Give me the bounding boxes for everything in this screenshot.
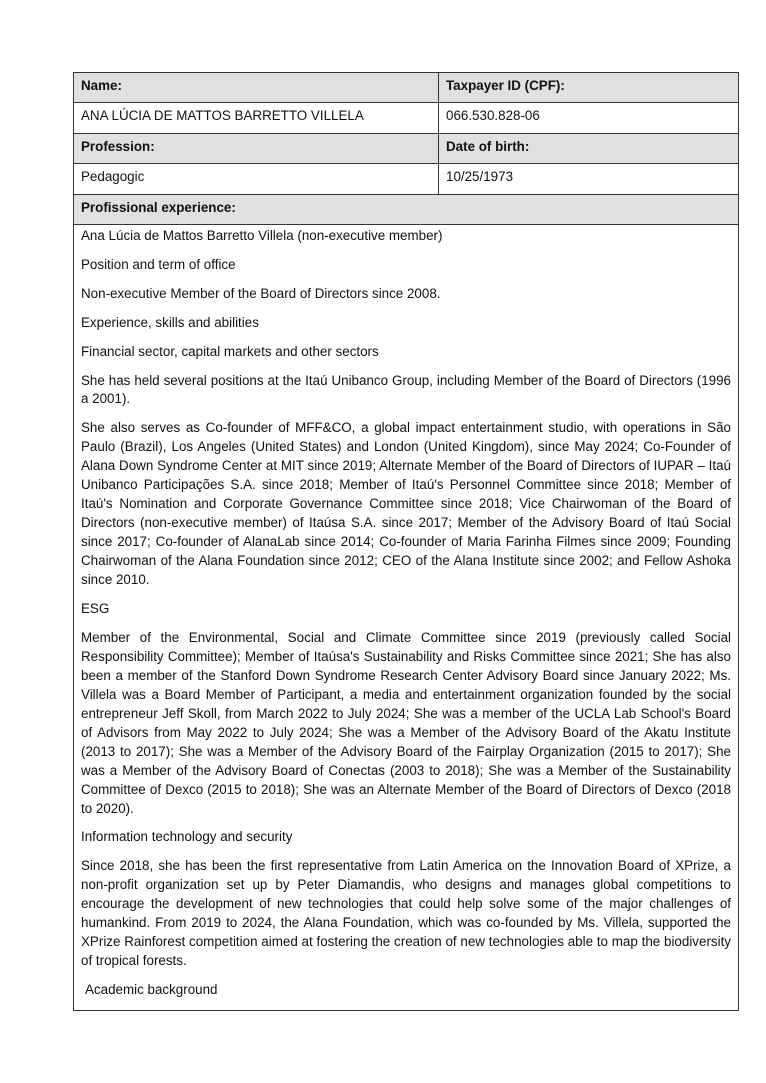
name-value: ANA LÚCIA DE MATTOS BARRETTO VILLELA bbox=[74, 103, 439, 133]
academic-background-heading: Academic background bbox=[85, 981, 218, 997]
profession-value: Pedagogic bbox=[74, 164, 439, 194]
sectors-heading: Financial sector, capital markets and other sectors bbox=[81, 343, 379, 359]
experience-heading-name: Ana Lúcia de Mattos Barretto Villela (non-executive member) bbox=[81, 228, 443, 243]
profession-label: Profession: bbox=[74, 134, 439, 163]
position-text: Non-executive Member of the Board of Directors since 2008. bbox=[81, 285, 441, 301]
itau-positions-paragraph: She has held several positions at the Itaú Unibanco Group, including Member of the Board of Directors (1996 a 2001). bbox=[81, 372, 731, 407]
name-label: Name: bbox=[74, 73, 439, 102]
it-security-heading: Information technology and security bbox=[81, 829, 293, 845]
header-row-name bbox=[74, 73, 738, 103]
position-heading: Position and term of office bbox=[81, 256, 236, 272]
esg-heading: ESG bbox=[81, 600, 110, 616]
header-row-experience bbox=[74, 195, 738, 225]
value-row-name bbox=[74, 103, 738, 134]
date-of-birth-value: 10/25/1973 bbox=[446, 169, 514, 184]
taxpayer-id-label: Taxpayer ID (CPF): bbox=[439, 73, 738, 102]
experience-body bbox=[74, 225, 738, 1010]
profile-table bbox=[73, 72, 739, 1011]
date-of-birth-label: Date of birth: bbox=[439, 134, 738, 163]
esg-paragraph: Member of the Environmental, Social and Climate Committee since 2019 (previously called Social Responsibility Committee); Member of Itaúsa's Sustainability and Risks Committee since 2021; She has also been a member of the Stanford Down Syndrome Research Center Advisory Board since January 2022; Ms. Villela was a Board Member of Participant, a media and entertainment organization founded by the social entrepreneur Jeff Skoll, from March 2022 to July 2024; She was a member of the UCLA Lab School's Board of Advisors from May 2022 to July 2024; She was a Member of the Advisory Board of the Akatu Institute (2013 to 2017); She was a Member of the Advisory Board of the Fairplay Organization (2015 to 2017); She was a Member of the Advisory Board of Conectas (2003 to 2018); She was a Member of the Sustainability Committee of Dexco (2015 to 2018); She was an Alternate Member of the Board of Directors of Dexco (2018 to 2020). bbox=[81, 630, 731, 816]
skills-heading: Experience, skills and abilities bbox=[81, 314, 259, 330]
it-security-paragraph: Since 2018, she has been the first representative from Latin America on the Innovation Board of XPrize, a non-profit organization set up by Peter Diamandis, who designs and manages global competitions to encourage the development of new technologies that could help solve some of the major challenges of humankind. From 2019 to 2024, the Alana Foundation, which was co-founded by Ms. Villela, supported the XPrize Rainforest competition aimed at fostering the creation of new technologies able to map the biodiversity of tropical forests. bbox=[81, 858, 731, 968]
experience-label: Profissional experience: bbox=[74, 195, 738, 224]
value-row-profession bbox=[74, 164, 738, 195]
experience-body-row bbox=[74, 225, 738, 1010]
header-row-profession bbox=[74, 134, 738, 164]
taxpayer-id-value: 066.530.828-06 bbox=[446, 108, 540, 123]
cofounder-paragraph: She also serves as Co-founder of MFF&CO, a global impact entertainment studio, with operations in São Paulo (Brazil), Los Angeles (United States) and London (United Kingdom), since May 2024; Co-Founder of Alana Down Syndrome Center at MIT since 2019; Alternate Member of the Board of Directors of IUPAR – Itaú Unibanco Participações S.A. since 2018; Member of Itaú's Personnel Committee since 2018; Member of Itaú's Nomination and Corporate Governance Committee since 2018; Vice Chairwoman of the Board of Directors (non-executive member) of Itaúsa S.A. since 2017; Member of the Advisory Board of Itaú Social since 2017; Co-founder of AlanaLab since 2014; Co-founder of Maria Farinha Filmes since 2009; Founding Chairwoman of the Alana Foundation since 2012; CEO of the Alana Institute since 2002; and Fellow Ashoka since 2010. bbox=[81, 420, 731, 587]
